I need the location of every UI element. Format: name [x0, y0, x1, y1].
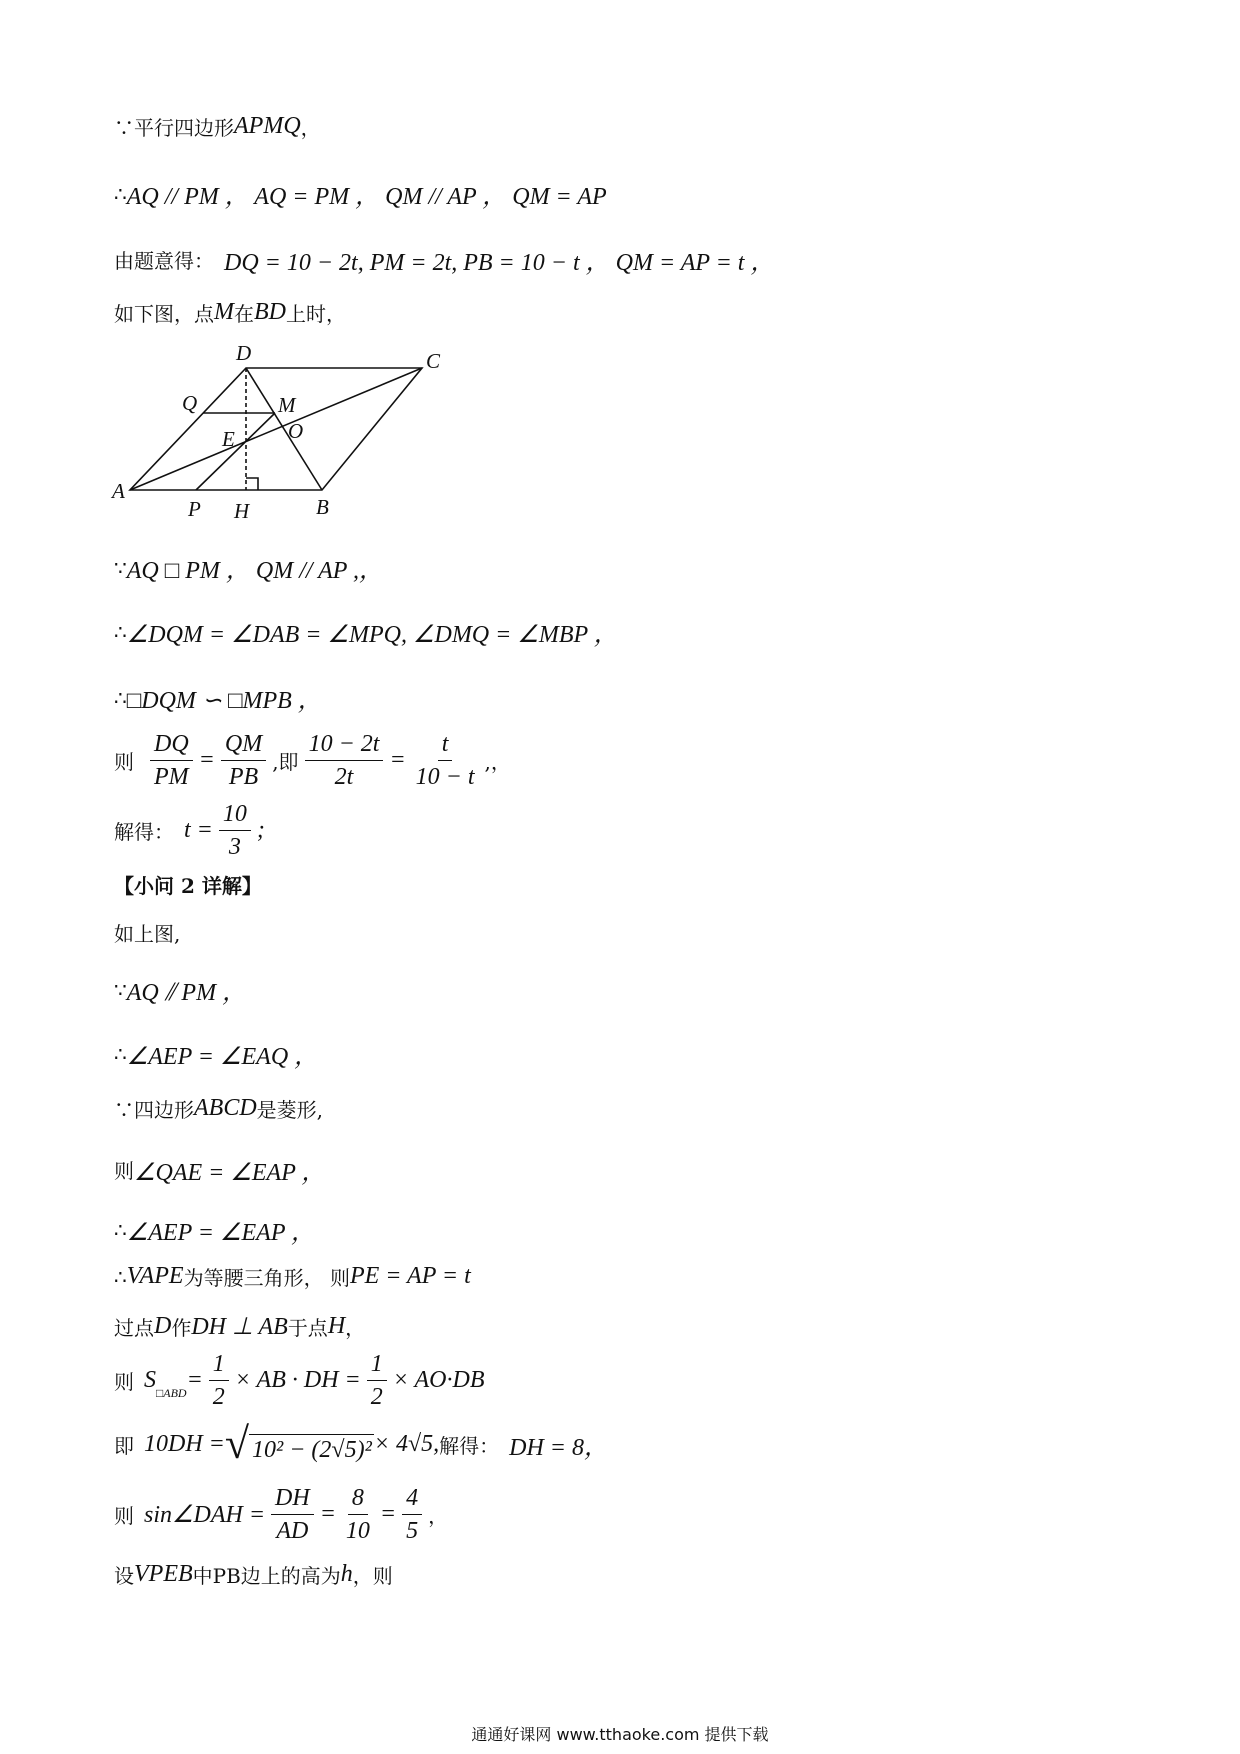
proof-line-14: ∵四边形 ABCD 是菱形, — [114, 1095, 324, 1122]
page-footer: 通通好课网 www.tthaoke.com 提供下载 — [471, 1725, 769, 1744]
label-c: C — [426, 349, 441, 373]
rhombus-diagram — [108, 342, 448, 522]
therefore-symbol: ∴ — [114, 685, 127, 710]
text: ∵平行四边形 — [114, 116, 234, 140]
proof-line-7 — [114, 680, 322, 715]
segment-pm — [196, 413, 275, 490]
math: AQ // PM ， AQ = PM ， QM // AP ， QM = AP — [126, 184, 607, 210]
proof-line-20: 即 10DH = √ 10² − (2√5)² × 4√5, 解得： DH = 8， — [114, 1419, 608, 1468]
label-h: H — [234, 499, 250, 522]
label-b: B — [316, 495, 329, 519]
math: AQ □ PM ， QM // AP ,， — [126, 558, 383, 584]
proof-line-16: ∴ ∠AEP = ∠EAP ， — [114, 1217, 316, 1246]
proof-line-11: 如上图, — [114, 922, 181, 946]
label-o: O — [288, 419, 304, 443]
text: ， — [300, 116, 321, 140]
fraction-rhs: $\frac{t}{10 - t}$ — [415, 731, 475, 790]
therefore-symbol: ∴ — [114, 619, 127, 644]
fraction-4-5: $\frac{4}{5}$ — [402, 1484, 422, 1545]
proof-line-22: 设 VPEB 中PB边上的高为 h ，则 — [114, 1561, 393, 1588]
proof-line-19: 则 S □ABD = $\frac{1}{2}$ × AB · DH = $\frac{1}{2}$ × AO·DB — [114, 1351, 485, 1410]
diagonal-bd — [246, 368, 322, 490]
right-angle-mark — [246, 478, 258, 490]
fraction-dq-pm: $\frac{DQ}{PM}$ — [150, 730, 193, 791]
diagonal-ac — [130, 368, 422, 490]
fraction-lhs: $\frac{10 - 2t}{2t}$ — [305, 730, 384, 791]
proof-line-6 — [114, 614, 618, 649]
proof-line-8: 则 $\frac{DQ}{PM}$ = $\frac{QM}{PB}$ ,即 $\frac{10 - 2t}{2t}$ = $\frac{t}{10 - t}$ ,， — [114, 731, 511, 790]
label-m: M — [278, 393, 296, 417]
label-p: P — [188, 497, 201, 521]
proof-line-17: ∴ VAPE 为等腰三角形， 则 PE = AP = t — [114, 1263, 471, 1290]
math: M — [214, 299, 234, 325]
label-e: E — [222, 427, 235, 451]
text: 由题意得： — [114, 249, 214, 273]
proof-line-2 — [114, 176, 607, 211]
label-d: D — [236, 342, 252, 365]
label-a: A — [112, 479, 125, 503]
text: 如下图，点 — [114, 302, 214, 326]
fraction-8-10: $\frac{8}{10}$ — [345, 1485, 370, 1544]
proof-line-13: ∴ ∠AEP = ∠EAQ ， — [114, 1041, 319, 1070]
text: 则 — [114, 750, 134, 774]
square-root: √ 10² − (2√5)² — [224, 1419, 372, 1468]
proof-line-18: 过点 D 作 DH ⊥ AB 于点 H ， — [114, 1313, 366, 1340]
proof-line-21: 则 sin∠DAH = $\frac{DH}{AD}$ = $\frac{8}{10}$ = $\frac{4}{5}$ ， — [114, 1485, 449, 1544]
text: 上时， — [286, 302, 346, 326]
proof-line-15: 则 ∠QAE = ∠EAP ， — [114, 1159, 326, 1186]
proof-line-9: 解得： t = $\frac{10}{3}$ ; — [114, 801, 265, 860]
proof-line-4 — [114, 298, 346, 327]
proof-line-12: ∵ AQ ⫽ PM ， — [114, 977, 247, 1006]
text: 在 — [234, 302, 254, 326]
math: APMQ — [234, 113, 301, 139]
fraction-half-1: $\frac{1}{2}$ — [209, 1350, 229, 1411]
because-symbol: ∵ — [114, 555, 127, 580]
math: □DQM ∽ □MPB ， — [126, 688, 322, 714]
section-heading: 【小问 2 详解】 — [114, 874, 262, 898]
fraction-qm-pb: $\frac{QM}{PB}$ — [221, 730, 266, 791]
math: ∠DQM = ∠DAB = ∠MPQ, ∠DMQ = ∠MBP ， — [126, 622, 618, 648]
label-q: Q — [182, 391, 198, 415]
math: DQ = 10 − 2t, PM = 2t, PB = 10 − t ， QM = AP = t ， — [224, 250, 775, 276]
radical-sign-icon: √ — [224, 1419, 250, 1468]
fraction-dh-ad: $\frac{DH}{AD}$ — [271, 1484, 314, 1545]
fraction-answer: $\frac{10}{3}$ — [219, 800, 251, 861]
therefore-symbol: ∴ — [114, 181, 127, 206]
proof-line-1 — [114, 112, 321, 141]
proof-line-5 — [114, 550, 383, 585]
math: BD — [254, 299, 286, 325]
fraction-half-2: $\frac{1}{2}$ — [367, 1350, 387, 1411]
proof-line-3 — [114, 242, 774, 277]
